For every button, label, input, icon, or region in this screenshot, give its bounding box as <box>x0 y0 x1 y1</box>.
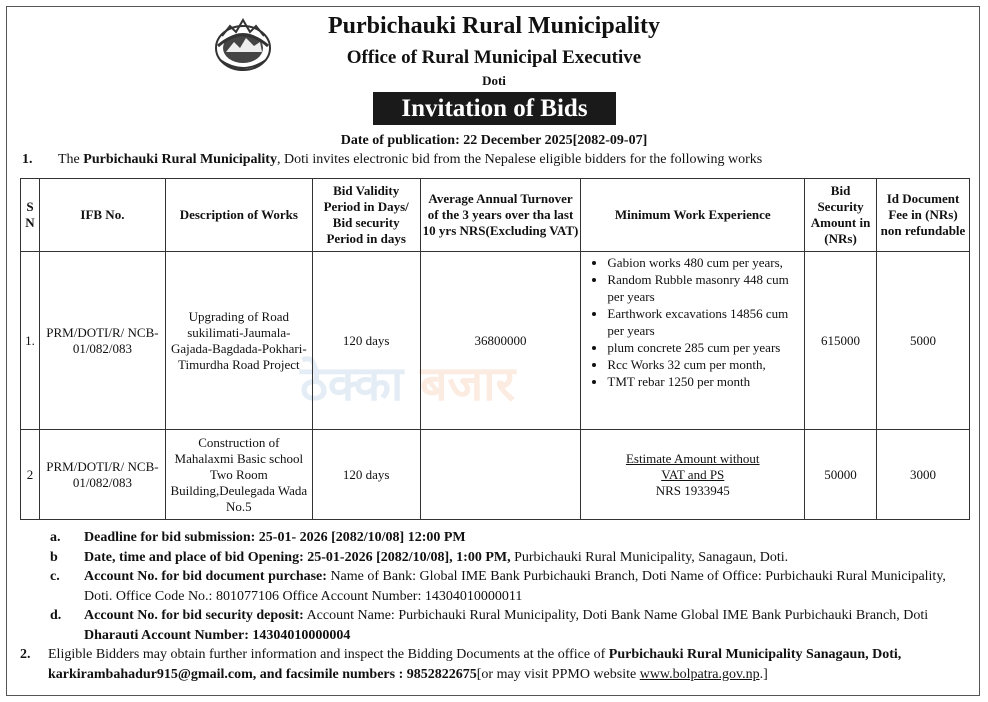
cell-validity: 120 days <box>312 252 420 430</box>
note-2-text2: [or may visit PPMO website <box>476 666 640 682</box>
header-validity: Bid Validity Period in Days/ Bid security Period in days <box>312 179 420 252</box>
note-d-label: d. <box>50 608 62 623</box>
note-2-bold: Purbichauki Rural Municipality Sanagaun, Doti, karkirambahadur915@gmail.com, and facsimile numbers : 9852822675 <box>48 647 902 682</box>
intro-prefix: The <box>58 152 84 167</box>
cell-ifb: PRM/DOTI/R/ NCB-01/082/083 <box>39 430 165 520</box>
estimate-line2: VAT and PS <box>661 466 725 482</box>
header-description: Description of Works <box>165 179 312 252</box>
ppmo-website-link[interactable]: www.bolpatra.gov.np <box>639 666 760 682</box>
table-row <box>21 430 970 520</box>
note-d-bold: Account No. for bid security deposit: <box>84 608 304 623</box>
cell-description: Upgrading of Road sukilimati-Jaumala-Gajada-Bagdada-Pokhari-Timurdha Road Project <box>165 252 312 430</box>
note-d <box>18 606 973 645</box>
note-2-label: 2. <box>20 647 31 662</box>
intro-line <box>22 152 762 168</box>
note-b <box>18 548 973 568</box>
cell-experience <box>581 252 805 430</box>
note-2-text: Eligible Bidders may obtain further information and inspect the Bidding Documents at the office of <box>48 647 609 662</box>
header-experience: Minimum Work Experience <box>581 179 805 252</box>
note-a-text: Deadline for bid submission: 25-01- 2026 [2082/10/08] 12:00 PM <box>84 530 466 545</box>
note-b-bold2: : 25-01-2026 [2082/10/08], 1:00 PM, <box>299 549 511 565</box>
cell-security: 615000 <box>805 252 877 430</box>
list-item: • Random Rubble masonry 448 cum per years <box>607 271 800 305</box>
cell-turnover <box>420 430 581 520</box>
list-item: • Gabion works 480 cum per years, <box>607 254 800 271</box>
district-label: Doti <box>482 73 506 88</box>
list-item: • Earthwork excavations 14856 cum per years <box>607 305 800 339</box>
cell-turnover: 36800000 <box>420 252 581 430</box>
intro-number: 1. <box>22 152 33 167</box>
header-ifb: IFB No. <box>39 179 165 252</box>
intro-suffix: , Doti invites electronic bid from the Nepalese eligible bidders for the following works <box>276 152 763 167</box>
note-c-bold: Account No. for bid document purchase: <box>84 569 327 584</box>
note-a <box>18 528 973 548</box>
note-c-text: Name of Bank: Global IME Bank Purbichauki Branch, Doti Name of Office: Purbichauki Rural Municipality, Doti. Office Code No.: 801077106 Office Account Number: 14304010000011 <box>84 569 946 604</box>
cell-experience <box>581 430 805 520</box>
note-d-bold2: Dharauti Account Number: 14304010000004 <box>84 627 351 643</box>
bids-table <box>20 178 970 520</box>
note-b-text: Purbichauki Rural Municipality, Sanagaun, Doti. <box>510 549 789 565</box>
note-2 <box>18 645 973 684</box>
watermark-part1: ठेक्का <box>300 356 404 412</box>
cell-validity: 120 days <box>312 430 420 520</box>
cell-sn: 1. <box>21 252 40 430</box>
note-c <box>18 567 973 606</box>
cell-fee: 5000 <box>877 252 970 430</box>
invitation-banner: Invitation of Bids <box>373 92 616 125</box>
intro-org: Purbichauki Rural Municipality <box>83 152 277 167</box>
note-c-label: c. <box>50 569 60 584</box>
header-sn: S N <box>21 179 40 252</box>
watermark-part2: बजार <box>420 356 516 412</box>
header-turnover: Average Annual Turnover of the 3 years over tha last 10 yrs NRS(Excluding VAT) <box>420 179 581 252</box>
cell-fee: 3000 <box>877 430 970 520</box>
table-header-row <box>21 179 970 252</box>
cell-ifb: PRM/DOTI/R/ NCB-01/082/083 <box>39 252 165 430</box>
cell-sn: 2 <box>21 430 40 520</box>
cell-description: Construction of Mahalaxmi Basic school Two Room Building,Deulegada Wada No.5 <box>165 430 312 520</box>
estimate-line3: NRS 1933945 <box>655 482 730 498</box>
header-fee: Id Document Fee in (NRs) non refundable <box>877 179 970 252</box>
notes-section <box>18 528 973 684</box>
municipality-title: Purbichauki Rural Municipality <box>327 13 661 39</box>
office-title: Office of Rural Municipal Executive <box>346 47 642 68</box>
list-item: • plum concrete 285 cum per years <box>607 339 800 356</box>
list-item: • TMT rebar 1250 per month <box>607 373 800 390</box>
list-item: • Rcc Works 32 cum per month, <box>607 356 800 373</box>
note-b-bold: Date, time and place of bid Opening <box>84 549 300 565</box>
note-d-text: Account Name: Purbichauki Rural Municipality, Doti Bank Name Global IME Bank Purbichauki Branch, Doti <box>303 608 929 623</box>
experience-list <box>587 254 800 390</box>
note-b-label: b <box>50 549 58 565</box>
header-security: Bid Security Amount in (NRs) <box>805 179 877 252</box>
table-row <box>21 252 970 430</box>
cell-security: 50000 <box>805 430 877 520</box>
publication-date: Date of publication: 22 December 2025[2082-09-07] <box>340 133 648 148</box>
estimate-line1: Estimate Amount without <box>625 450 760 466</box>
note-2-text3: .] <box>759 666 768 682</box>
note-a-label: a. <box>50 530 61 545</box>
